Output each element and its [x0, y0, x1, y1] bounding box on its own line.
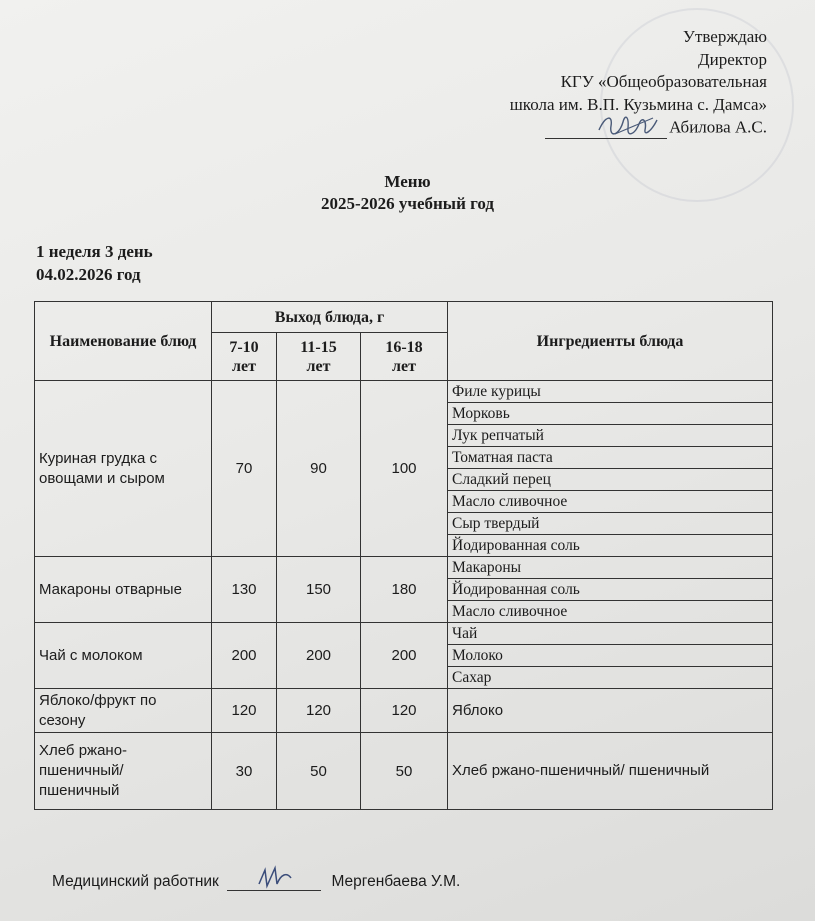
ingredient: Масло сливочное: [448, 491, 773, 513]
day-info: [36, 240, 153, 286]
approval-line-1: Утверждаю: [682, 27, 767, 46]
school-year: 2025-2026 учебный год: [320, 194, 495, 213]
portion-11-15: 120: [277, 689, 361, 733]
portion-11-15: 90: [277, 381, 361, 557]
director-name: Абилова А.С.: [669, 117, 767, 137]
header-output: Выход блюда, г: [212, 302, 448, 333]
medical-worker-name: Мергенбаева У.М.: [331, 873, 461, 890]
portion-16-18: 100: [361, 381, 448, 557]
ingredient: Сахар: [448, 667, 773, 689]
medical-worker-label: Медицинский работник: [52, 873, 219, 890]
ingredient: Хлеб ржано-пшеничный/ пшеничный: [448, 733, 773, 810]
ingredient: Томатная паста: [448, 447, 773, 469]
ingredient: Филе курицы: [448, 381, 773, 403]
approval-line-4: школа им. В.П. Кузьмина с. Дамса»: [509, 94, 767, 114]
dish-name: Чай с молоком: [35, 623, 212, 689]
director-signature: [595, 108, 665, 144]
dish-name: Яблоко/фрукт по сезону: [35, 689, 212, 733]
ingredient: Морковь: [448, 403, 773, 425]
dish-name: Хлеб ржано-пшеничный/ пшеничный: [35, 733, 212, 810]
dish-name: Макароны отварные: [35, 557, 212, 623]
ingredient: Макароны: [448, 557, 773, 579]
portion-11-15: 150: [277, 557, 361, 623]
dish-name: Куриная грудка с овощами и сыром: [35, 381, 212, 557]
portion-7-10: 120: [212, 689, 277, 733]
approval-block: [510, 26, 767, 139]
ingredient: Яблоко: [448, 689, 773, 733]
portion-7-10: 130: [212, 557, 277, 623]
director-signature-line: [545, 116, 667, 139]
menu-date: 04.02.2026 год: [36, 265, 141, 284]
medical-signature-line: [227, 872, 321, 891]
header-age-7-10: 7-10 лет: [212, 333, 277, 381]
approval-line-3: КГУ «Общеобразовательная: [560, 72, 767, 91]
medical-signature: [255, 864, 295, 892]
approval-signature-row: [510, 116, 767, 139]
portion-11-15: 50: [277, 733, 361, 810]
portion-16-18: 120: [361, 689, 448, 733]
portion-11-15: 200: [277, 623, 361, 689]
menu-table: [34, 301, 773, 810]
ingredient: Йодированная соль: [448, 535, 773, 557]
footer-signature: [52, 872, 460, 891]
ingredient: Масло сливочное: [448, 601, 773, 623]
portion-16-18: 180: [361, 557, 448, 623]
portion-7-10: 30: [212, 733, 277, 810]
ingredient: Лук репчатый: [448, 425, 773, 447]
week-day: 1 неделя 3 день: [36, 242, 153, 261]
ingredient: Чай: [448, 623, 773, 645]
portion-7-10: 70: [212, 381, 277, 557]
menu-title: Меню: [384, 172, 431, 191]
ingredient: Сыр твердый: [448, 513, 773, 535]
ingredient: Молоко: [448, 645, 773, 667]
header-dish-name: Наименование блюд: [35, 302, 212, 381]
ingredient: Сладкий перец: [448, 469, 773, 491]
portion-16-18: 50: [361, 733, 448, 810]
portion-7-10: 200: [212, 623, 277, 689]
approval-line-2: Директор: [698, 49, 767, 69]
ingredient: Йодированная соль: [448, 579, 773, 601]
header-age-11-15: 11-15 лет: [277, 333, 361, 381]
header-ingredients: Ингредиенты блюда: [448, 302, 773, 381]
portion-16-18: 200: [361, 623, 448, 689]
header-age-16-18: 16-18 лет: [361, 333, 448, 381]
